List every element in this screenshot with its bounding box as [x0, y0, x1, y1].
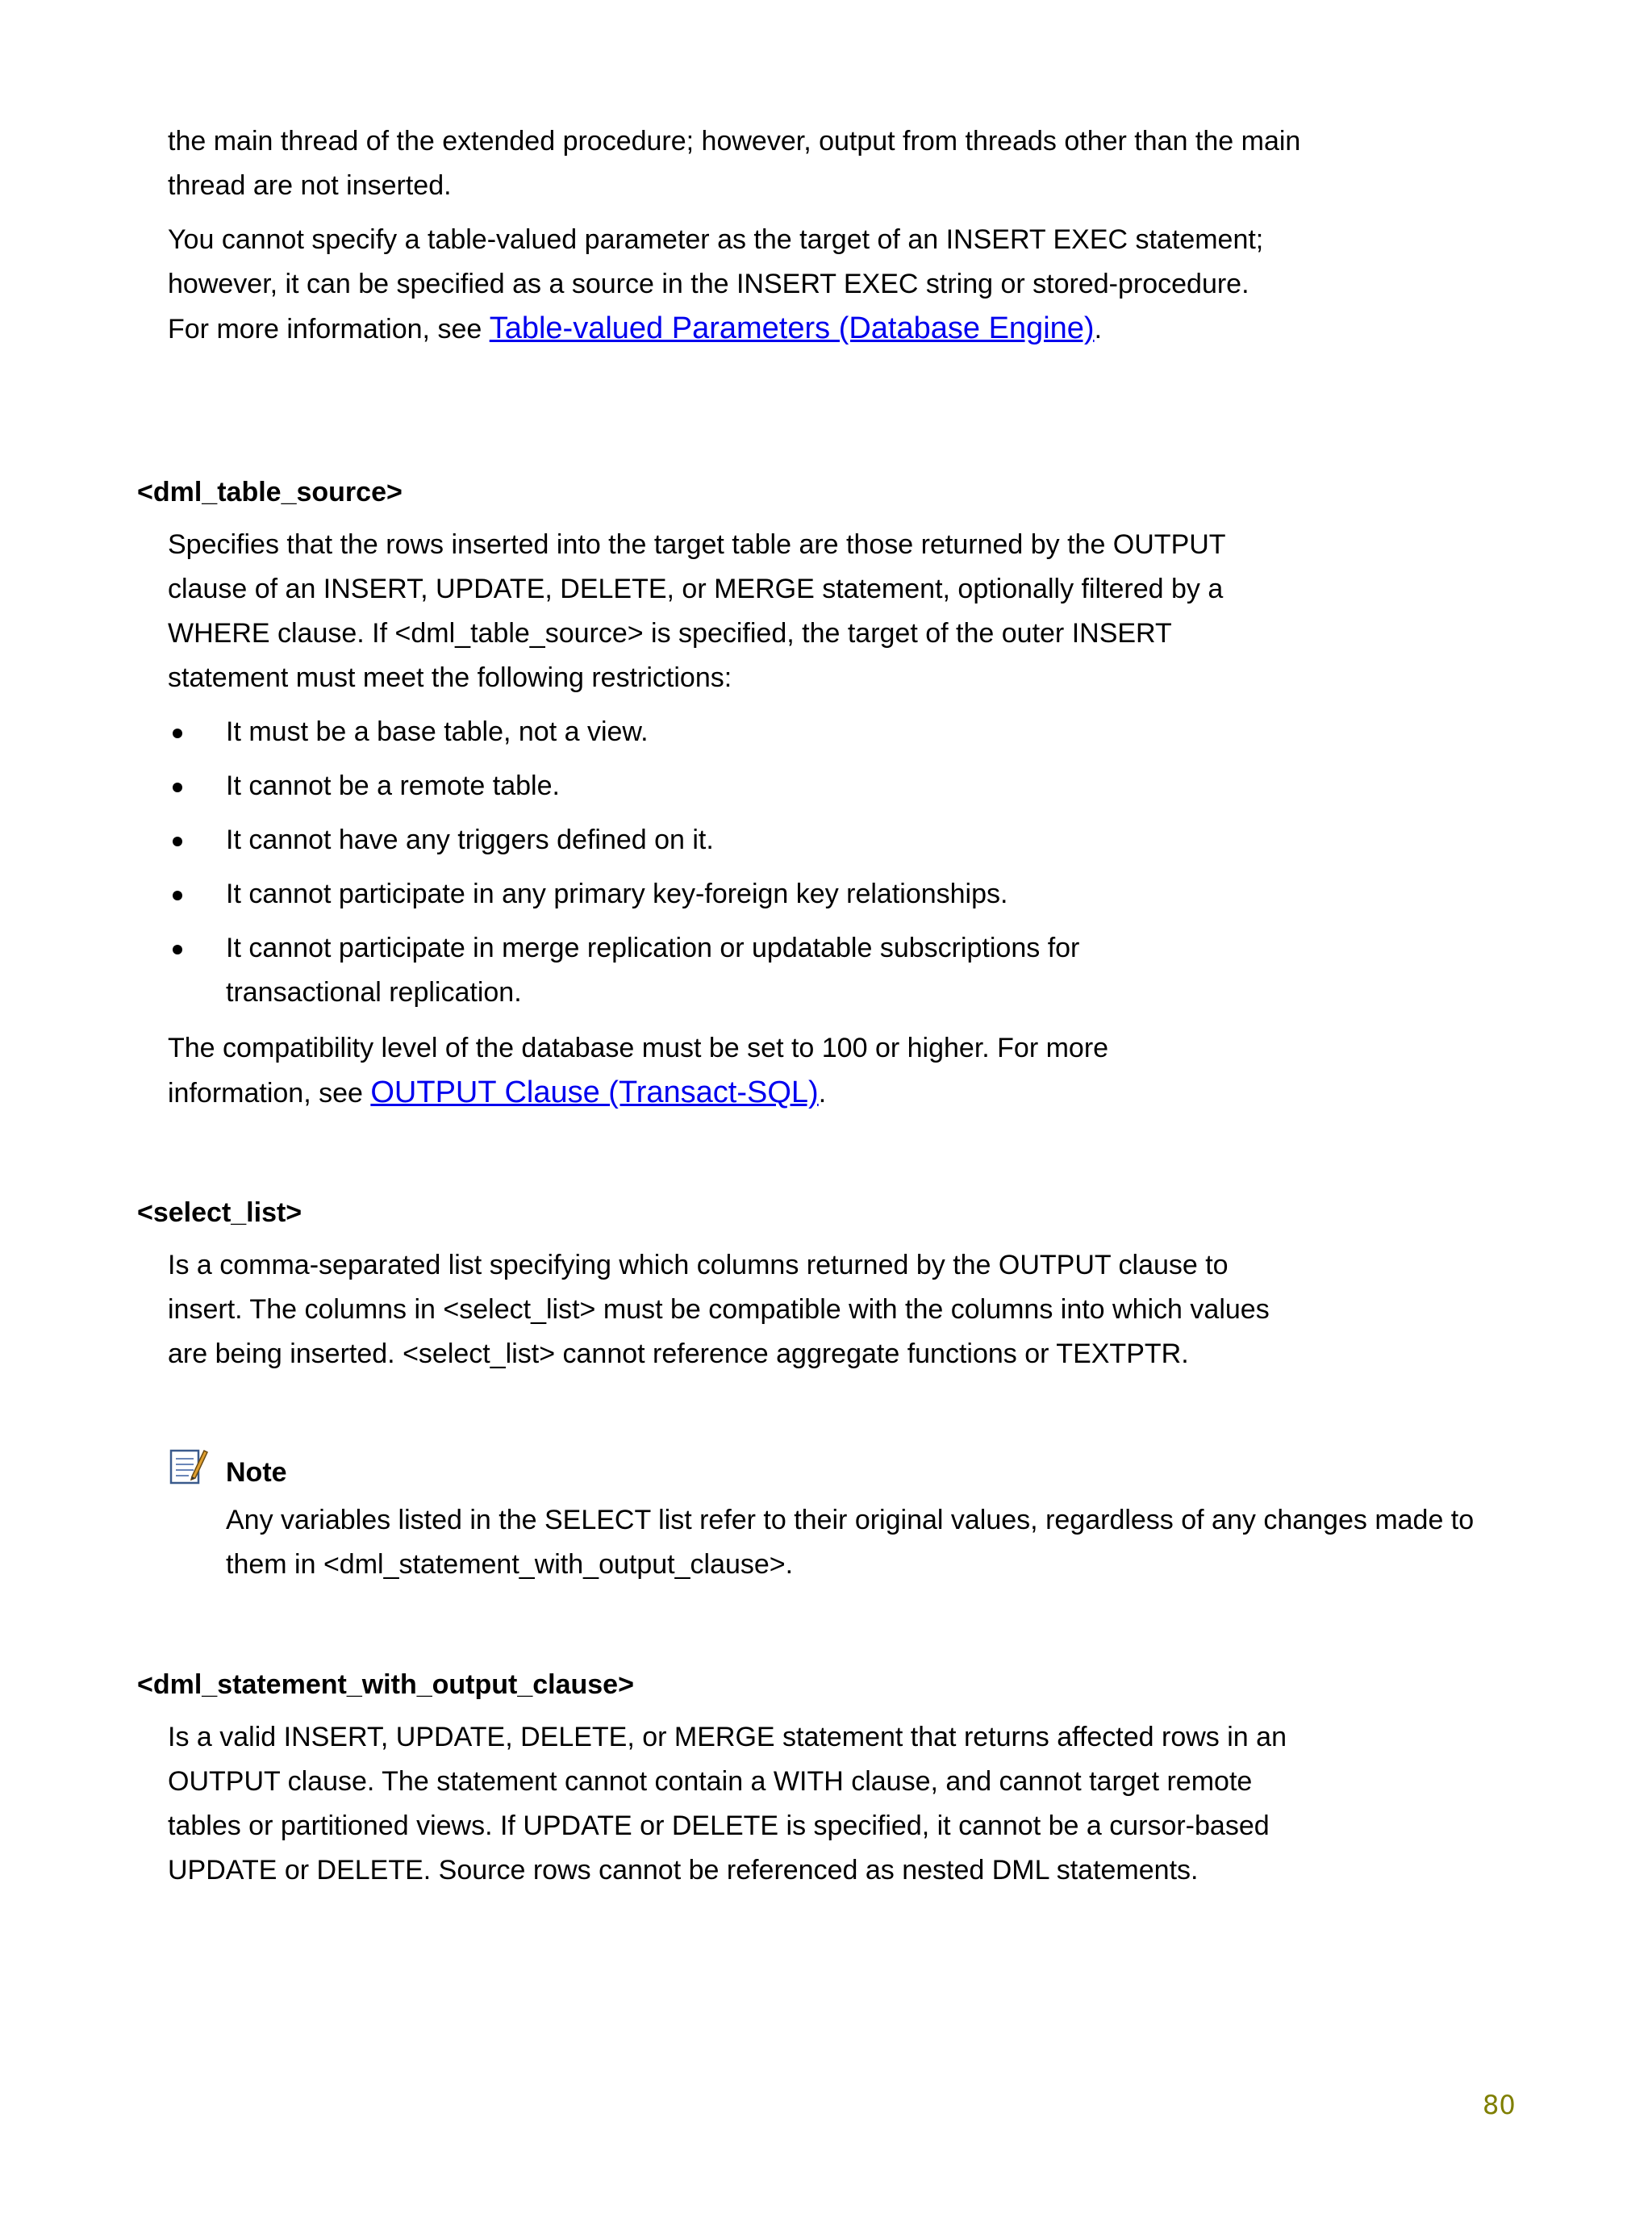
description-dml-statement-with-output-clause: Is a valid INSERT, UPDATE, DELETE, or MERGE statement that returns affected rows in an OUTPUT clause. The statement cannot contain a WITH clause, and cannot target remote tables or partitioned views. If UPDATE or DELETE is specified, it cannot be a cursor-based UPDATE or DELETE. Source rows cannot be referenced as nested DML statements.	[168, 1722, 1287, 1886]
bullet-icon	[173, 729, 182, 738]
description-dml-table-source: Specifies that the rows inserted into the target table are those returned by the OUTPUT clause of an INSERT, UPDATE, DELETE, or MERGE statement, optionally filtered by a WHERE clause. If <dml_table_source> is specified, the target of the outer INSERT statement must meet the following restrictions:	[168, 529, 1225, 693]
paragraph-table-valued-text: You cannot specify a table-valued parameter as the target of an INSERT EXEC statement; however, it can be specified as a source in the INSERT EXEC string or stored-procedure. For more information, see	[168, 224, 1264, 345]
bullet-icon	[173, 783, 182, 792]
list-item-text: It cannot be a remote table.	[226, 771, 560, 801]
link-table-valued-parameters[interactable]: Table-valued Parameters (Database Engine)	[489, 311, 1095, 345]
description-select-list: Is a comma-separated list specifying which columns returned by the OUTPUT clause to insert. The columns in <select_list> must be compatible with the columns into which values are being inserted. <select_list> cannot reference aggregate functions or TEXTPTR.	[168, 1250, 1270, 1369]
list-item	[168, 926, 1194, 1015]
term-select-list: <select_list>	[137, 1197, 302, 1228]
paragraph-compatibility	[168, 1026, 1224, 1116]
list-item	[168, 710, 1458, 754]
bullet-icon	[173, 945, 182, 954]
link-output-clause[interactable]: OUTPUT Clause (Transact-SQL)	[370, 1075, 819, 1109]
bullet-icon	[173, 837, 182, 846]
list-item-text: It cannot participate in merge replication or updatable subscriptions for transactional replication.	[226, 933, 1080, 1008]
note-icon	[168, 1446, 208, 1486]
paragraph-table-valued	[168, 218, 1297, 352]
list-item-text: It must be a base table, not a view.	[226, 716, 649, 747]
term-dml-table-source: <dml_table_source>	[137, 477, 403, 507]
paragraph-main-thread: the main thread of the extended procedure; however, output from threads other than the main thread are not inserted.	[168, 126, 1301, 201]
term-dml-statement-with-output-clause: <dml_statement_with_output_clause>	[137, 1669, 634, 1700]
list-item	[168, 764, 1458, 808]
bullet-icon	[173, 891, 182, 900]
paragraph-compatibility-text: The compatibility level of the database must be set to 100 or higher. For more information, see	[168, 1033, 1109, 1109]
paragraph-table-valued-end: .	[1094, 314, 1103, 345]
list-item	[168, 872, 1458, 917]
list-item-text: It cannot participate in any primary key-foreign key relationships.	[226, 879, 1008, 909]
note-title: Note	[226, 1457, 287, 1488]
list-item	[168, 818, 1458, 862]
list-item-text: It cannot have any triggers defined on it.	[226, 825, 714, 855]
note-body: Any variables listed in the SELECT list refer to their original values, regardless of any changes made to them in <dml_statement_with_output_clause>.	[226, 1505, 1475, 1580]
page-number: 80	[1483, 2090, 1516, 2120]
restrictions-list	[168, 710, 1458, 1025]
paragraph-compatibility-end: .	[818, 1078, 827, 1109]
